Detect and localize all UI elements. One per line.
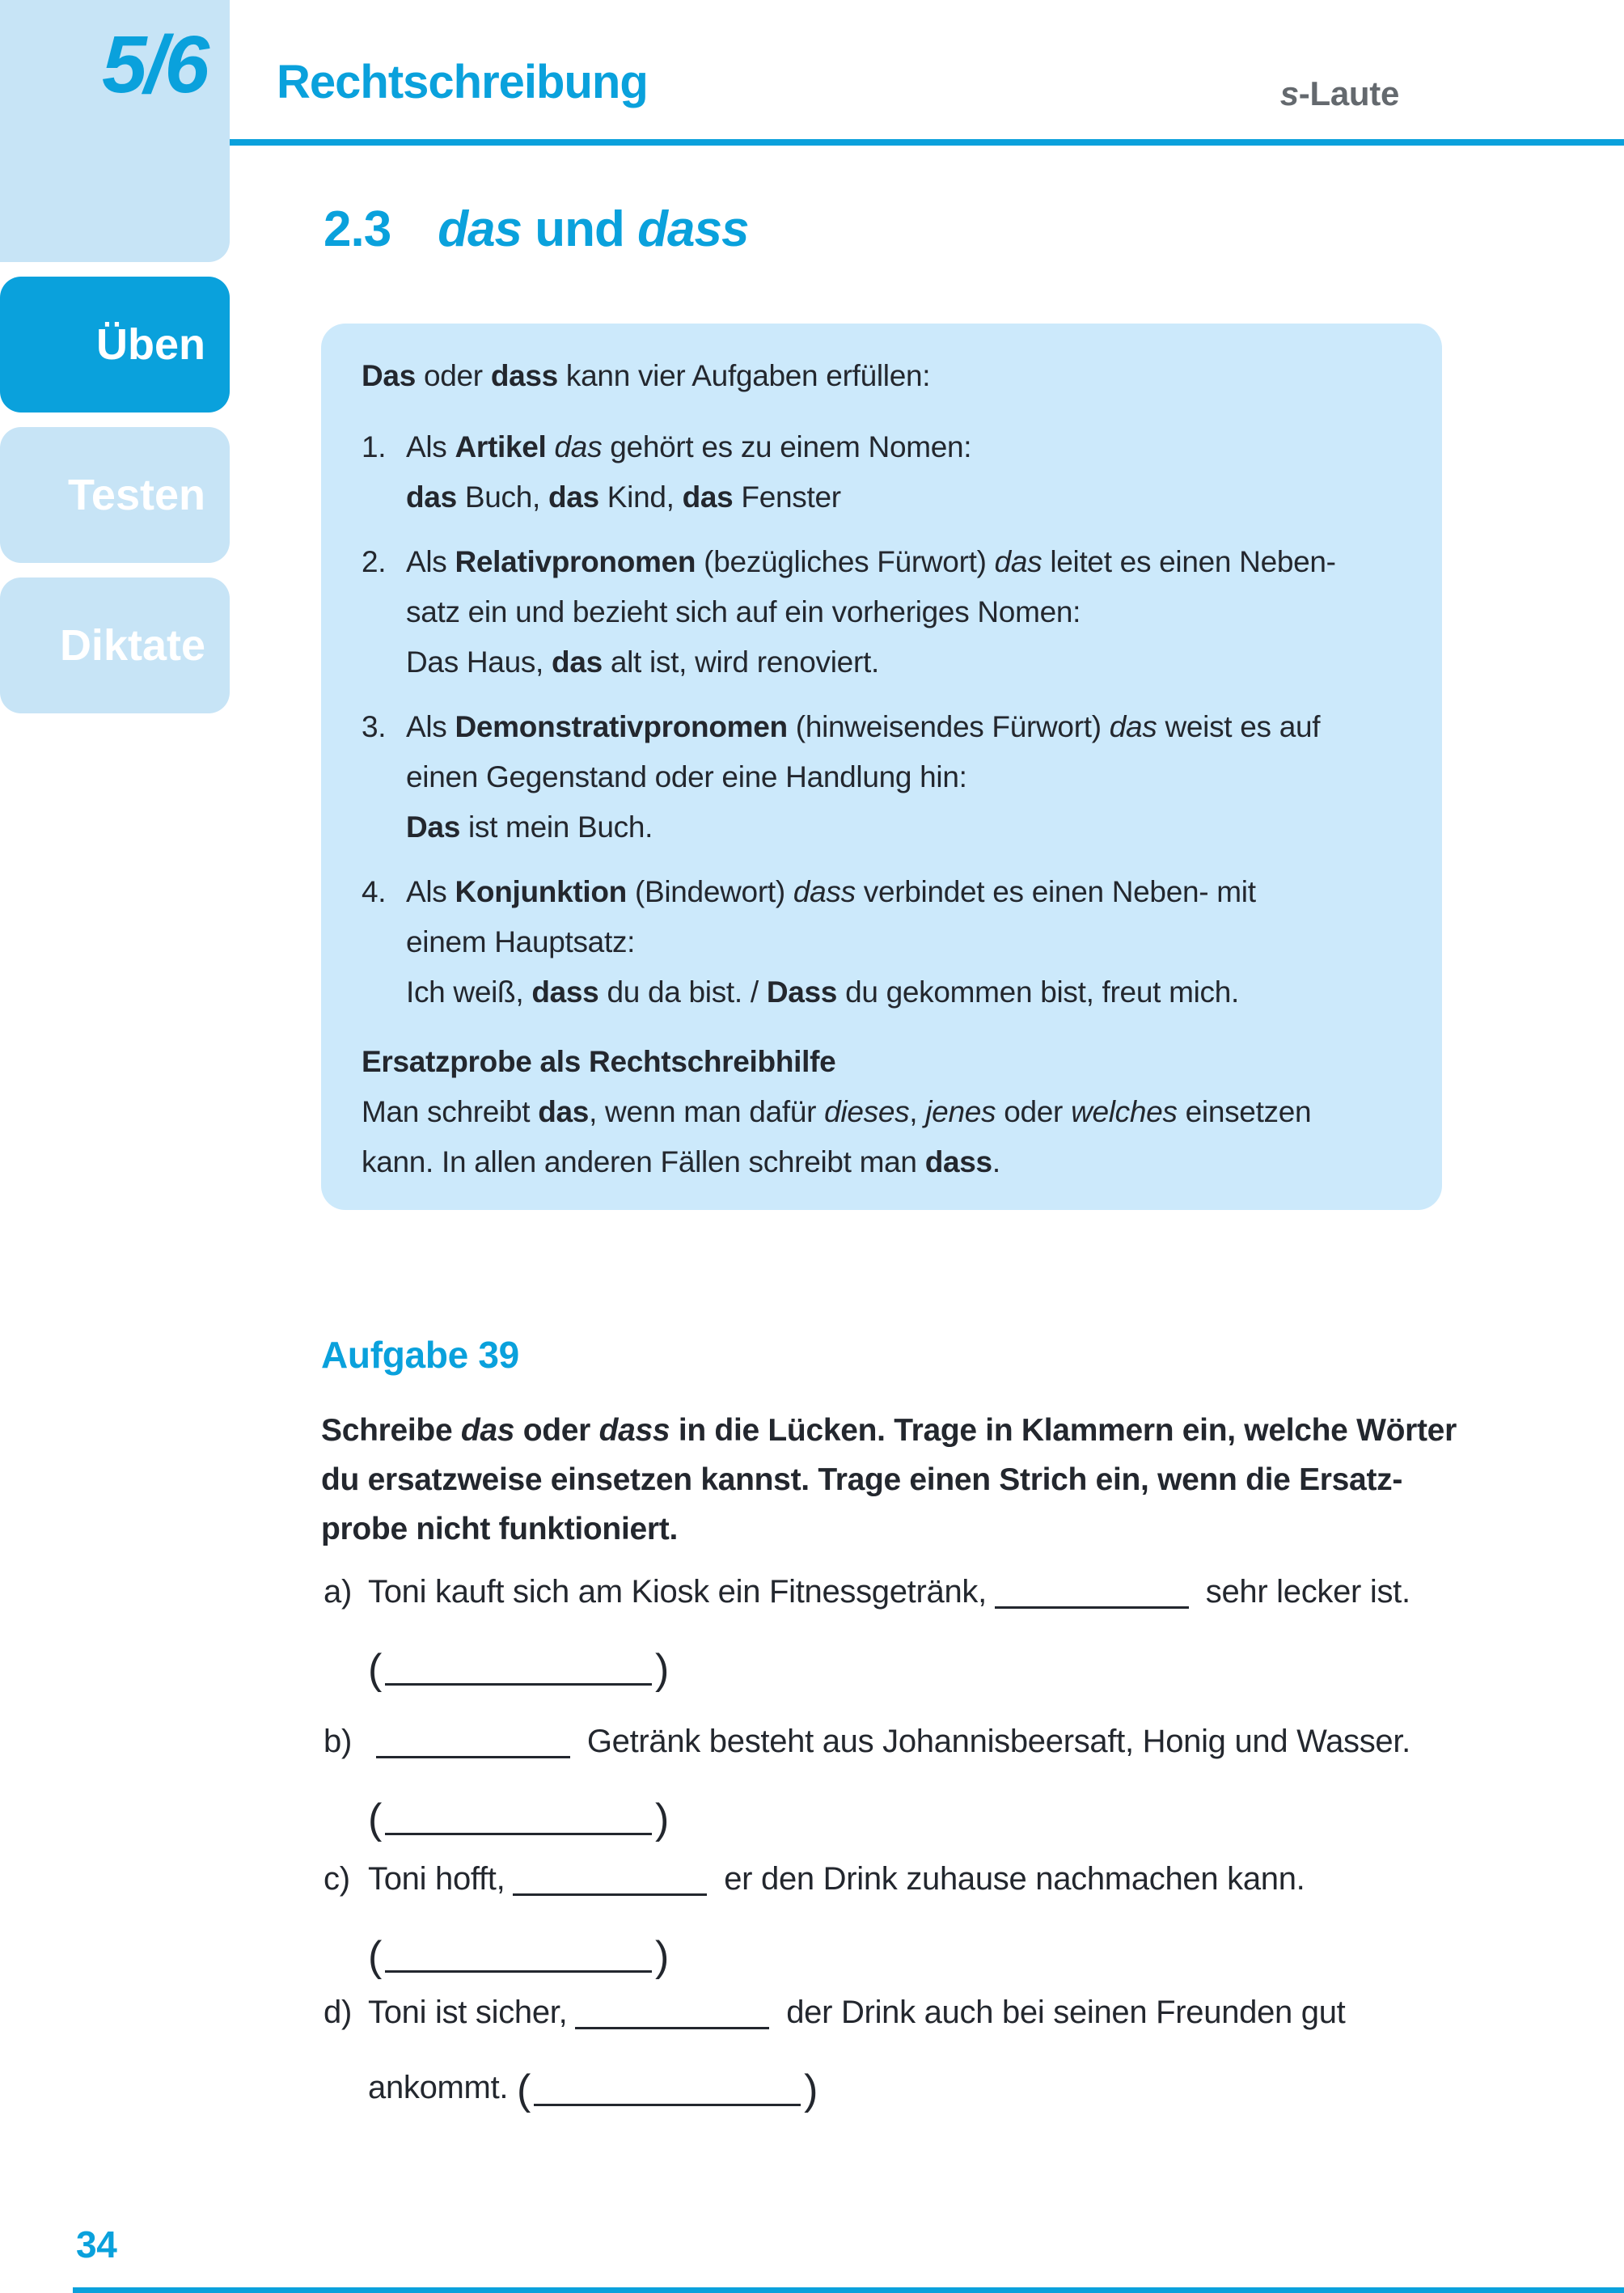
text-segment: das: [552, 645, 603, 679]
text-segment: das: [994, 545, 1042, 578]
page-title: Rechtschreibung: [277, 56, 648, 108]
sidebar-tab-label: Testen: [67, 471, 205, 519]
sidebar-tab-ueben[interactable]: [0, 277, 230, 412]
text-segment: Toni ist sicher,: [368, 1995, 568, 2030]
info-item-number: 1.: [362, 430, 387, 463]
page-number: 34: [76, 2223, 117, 2266]
text-segment: er den Drink zuhause nachmachen kann.: [715, 1861, 1305, 1897]
info-intro: [362, 351, 1410, 401]
text-segment: ): [655, 1933, 670, 1980]
info-item-line: [406, 867, 1410, 917]
text-segment: Relativpronomen: [455, 545, 696, 578]
text-segment: (Bindewort): [626, 875, 793, 908]
text-segment: dass: [793, 875, 856, 908]
text-segment: in die Lücken. Trage in Klammern ein, welche Wörter: [670, 1413, 1457, 1448]
text-segment: ,: [909, 1095, 926, 1128]
info-item-number: 2.: [362, 545, 387, 578]
exercise-item-d: [324, 1992, 1346, 2033]
answer-blank[interactable]: [385, 1937, 652, 1973]
exercise-sentence: [368, 1995, 1346, 2030]
text-segment: Ich weiß,: [406, 975, 532, 1009]
exercise-sentence: [368, 1861, 1305, 1897]
text-segment: kann. In allen anderen Fällen schreibt man: [362, 1145, 925, 1178]
text-segment: oder: [415, 359, 491, 392]
exercise-item-a-paren: [368, 1642, 670, 1693]
text-segment: Konjunktion: [455, 875, 627, 908]
topic-label: [1280, 74, 1399, 113]
text-segment: ist mein Buch.: [459, 810, 653, 844]
text-segment: Als: [406, 430, 455, 463]
text-segment: 2.3: [324, 201, 391, 257]
grade-label: 5/6: [101, 19, 207, 110]
text-segment: einem Hauptsatz:: [406, 925, 636, 958]
info-item-number: 3.: [362, 710, 387, 743]
text-segment: oder: [996, 1095, 1072, 1128]
text-segment: Getränk besteht aus Johannisbeersaft, Honig und Wasser.: [578, 1724, 1410, 1759]
exercise-item-a: [324, 1572, 1410, 1612]
text-segment: probe nicht funktioniert.: [321, 1512, 678, 1546]
exercise-sentence: [368, 1574, 1410, 1610]
text-segment: (: [368, 1646, 383, 1693]
text-segment: der Drink auch bei seinen Freunden gut: [777, 1995, 1346, 2030]
grade-badge: [0, 0, 230, 262]
answer-blank[interactable]: [575, 2000, 769, 2029]
text-segment: das: [538, 1095, 590, 1128]
text-segment: Das Haus,: [406, 645, 552, 679]
text-segment: dass: [531, 975, 599, 1009]
text-segment: alt ist, wird renoviert.: [602, 645, 879, 679]
text-segment: und: [522, 201, 638, 257]
text-segment: Schreibe: [321, 1413, 461, 1448]
text-segment: das: [406, 480, 457, 514]
text-segment: , wenn man dafür: [589, 1095, 825, 1128]
text-segment: dass: [924, 1145, 992, 1178]
info-item-number: 4.: [362, 875, 387, 908]
text-segment: das: [548, 480, 599, 514]
info-item-1: [362, 422, 1410, 522]
text-segment: Als: [406, 710, 455, 743]
exercise-item-c-paren: [368, 1929, 670, 1980]
text-segment: Das: [362, 359, 416, 392]
item-label: a): [324, 1574, 352, 1610]
exercise-item-c: [324, 1859, 1305, 1899]
hint-title: Ersatzprobe als Rechtschreibhilfe: [362, 1045, 836, 1078]
item-label: d): [324, 1995, 352, 2030]
text-segment: Als: [406, 875, 455, 908]
text-segment: dieses: [824, 1095, 910, 1128]
topic-label-rest: -Laute: [1298, 74, 1399, 112]
text-segment: du gekommen bist, freut mich.: [837, 975, 1239, 1009]
text-segment: einen Gegenstand oder eine Handlung hin:: [406, 760, 967, 793]
info-item-text: [406, 422, 1410, 522]
text-segment: .: [992, 1145, 1000, 1178]
text-segment: (bezügliches Fürwort): [696, 545, 995, 578]
section-heading: [324, 201, 748, 258]
instruction-line: [321, 1504, 1457, 1554]
info-item-3: [362, 702, 1410, 852]
text-segment: du da bist. /: [598, 975, 767, 1009]
text-segment: oder: [514, 1413, 599, 1448]
info-hint: [362, 1037, 1410, 1187]
text-segment: Man schreibt: [362, 1095, 539, 1128]
text-segment: ): [655, 1796, 670, 1842]
answer-blank[interactable]: [534, 2071, 801, 2106]
text-segment: Demonstrativpronomen: [455, 710, 788, 743]
exercise-instruction: [321, 1406, 1457, 1554]
text-segment: (hinweisendes Fürwort): [787, 710, 1110, 743]
answer-blank[interactable]: [385, 1650, 652, 1686]
exercise-item-b: [324, 1721, 1410, 1762]
exercise-heading: Aufgabe 39: [321, 1334, 519, 1376]
info-item-line: [406, 637, 1410, 687]
text-segment: du ersatzweise einsetzen kannst. Trage einen Strich ein, wenn die Ersatz-: [321, 1462, 1403, 1497]
answer-blank[interactable]: [513, 1867, 707, 1896]
text-segment: [547, 430, 555, 463]
text-segment: sehr lecker ist.: [1196, 1574, 1410, 1610]
answer-blank[interactable]: [995, 1580, 1189, 1609]
text-segment: Als: [406, 545, 455, 578]
info-item-line: [406, 587, 1410, 637]
instruction-line: [321, 1406, 1457, 1455]
info-item-line: [406, 537, 1410, 587]
answer-blank[interactable]: [376, 1729, 570, 1758]
text-segment: Toni kauft sich am Kiosk ein Fitnessgetränk,: [368, 1574, 987, 1610]
info-item-line: [406, 472, 1410, 522]
text-segment: dass: [490, 359, 558, 392]
info-item-2: [362, 537, 1410, 687]
text-segment: weist es auf: [1157, 710, 1321, 743]
text-segment: (: [517, 2067, 531, 2113]
instruction-line: [321, 1455, 1457, 1504]
text-segment: einsetzen: [1177, 1095, 1312, 1128]
text-segment: das: [554, 430, 603, 463]
text-segment: ): [655, 1646, 670, 1693]
sidebar-tab-testen[interactable]: [0, 427, 230, 563]
text-segment: Dass: [766, 975, 838, 1009]
text-segment: ankommt.: [368, 2070, 518, 2105]
text-segment: Buch,: [456, 480, 548, 514]
text-segment: leitet es einen Neben-: [1042, 545, 1336, 578]
info-item-line: [406, 802, 1410, 852]
info-item-line: [406, 752, 1410, 802]
text-segment: Fenster: [733, 480, 841, 514]
info-item-4: [362, 867, 1410, 1017]
hint-line: [362, 1087, 1410, 1137]
text-segment: Das: [406, 810, 460, 844]
text-segment: gehört es zu einem Nomen:: [602, 430, 972, 463]
text-segment: verbindet es einen Neben- mit: [855, 875, 1256, 908]
text-segment: das: [460, 1413, 515, 1448]
text-segment: das: [1109, 710, 1157, 743]
text-segment: Toni hofft,: [368, 1861, 505, 1897]
info-item-text: [406, 537, 1410, 687]
topic-label-italic: s: [1279, 74, 1299, 112]
info-item-line: [406, 917, 1410, 967]
info-item-line: [406, 967, 1410, 1017]
exercise-item-d-paren: [368, 2062, 818, 2113]
info-item-line: [406, 422, 1410, 472]
info-item-line: [406, 702, 1410, 752]
text-segment: ): [804, 2067, 818, 2113]
item-label: c): [324, 1861, 350, 1897]
sidebar-tab-label: Üben: [96, 320, 205, 369]
text-segment: Kind,: [598, 480, 683, 514]
exercise-sentence: [368, 1724, 1410, 1759]
text-segment: (: [368, 1796, 383, 1842]
header-rule: [0, 139, 1624, 146]
text-segment: das: [438, 201, 522, 257]
text-segment: das: [682, 480, 734, 514]
text-segment: dass: [598, 1413, 670, 1448]
text-segment: (: [368, 1933, 383, 1980]
sidebar-tab-diktate[interactable]: [0, 577, 230, 713]
exercise-item-b-paren: [368, 1792, 670, 1842]
text-segment: jenes: [925, 1095, 996, 1128]
sidebar-tab-label: Diktate: [59, 621, 205, 670]
text-segment: Artikel: [455, 430, 547, 463]
info-item-text: [406, 702, 1410, 852]
item-label: b): [324, 1724, 352, 1759]
hint-line: [362, 1137, 1410, 1187]
footer-rule: [73, 2287, 1624, 2293]
text-segment: kann vier Aufgaben erfüllen:: [557, 359, 931, 392]
text-segment: welches: [1071, 1095, 1178, 1128]
answer-blank[interactable]: [385, 1800, 652, 1835]
text-segment: dass: [637, 201, 749, 257]
info-item-text: [406, 867, 1410, 1017]
info-box: [321, 324, 1442, 1210]
text-segment: satz ein und bezieht sich auf ein vorheriges Nomen:: [406, 595, 1081, 628]
